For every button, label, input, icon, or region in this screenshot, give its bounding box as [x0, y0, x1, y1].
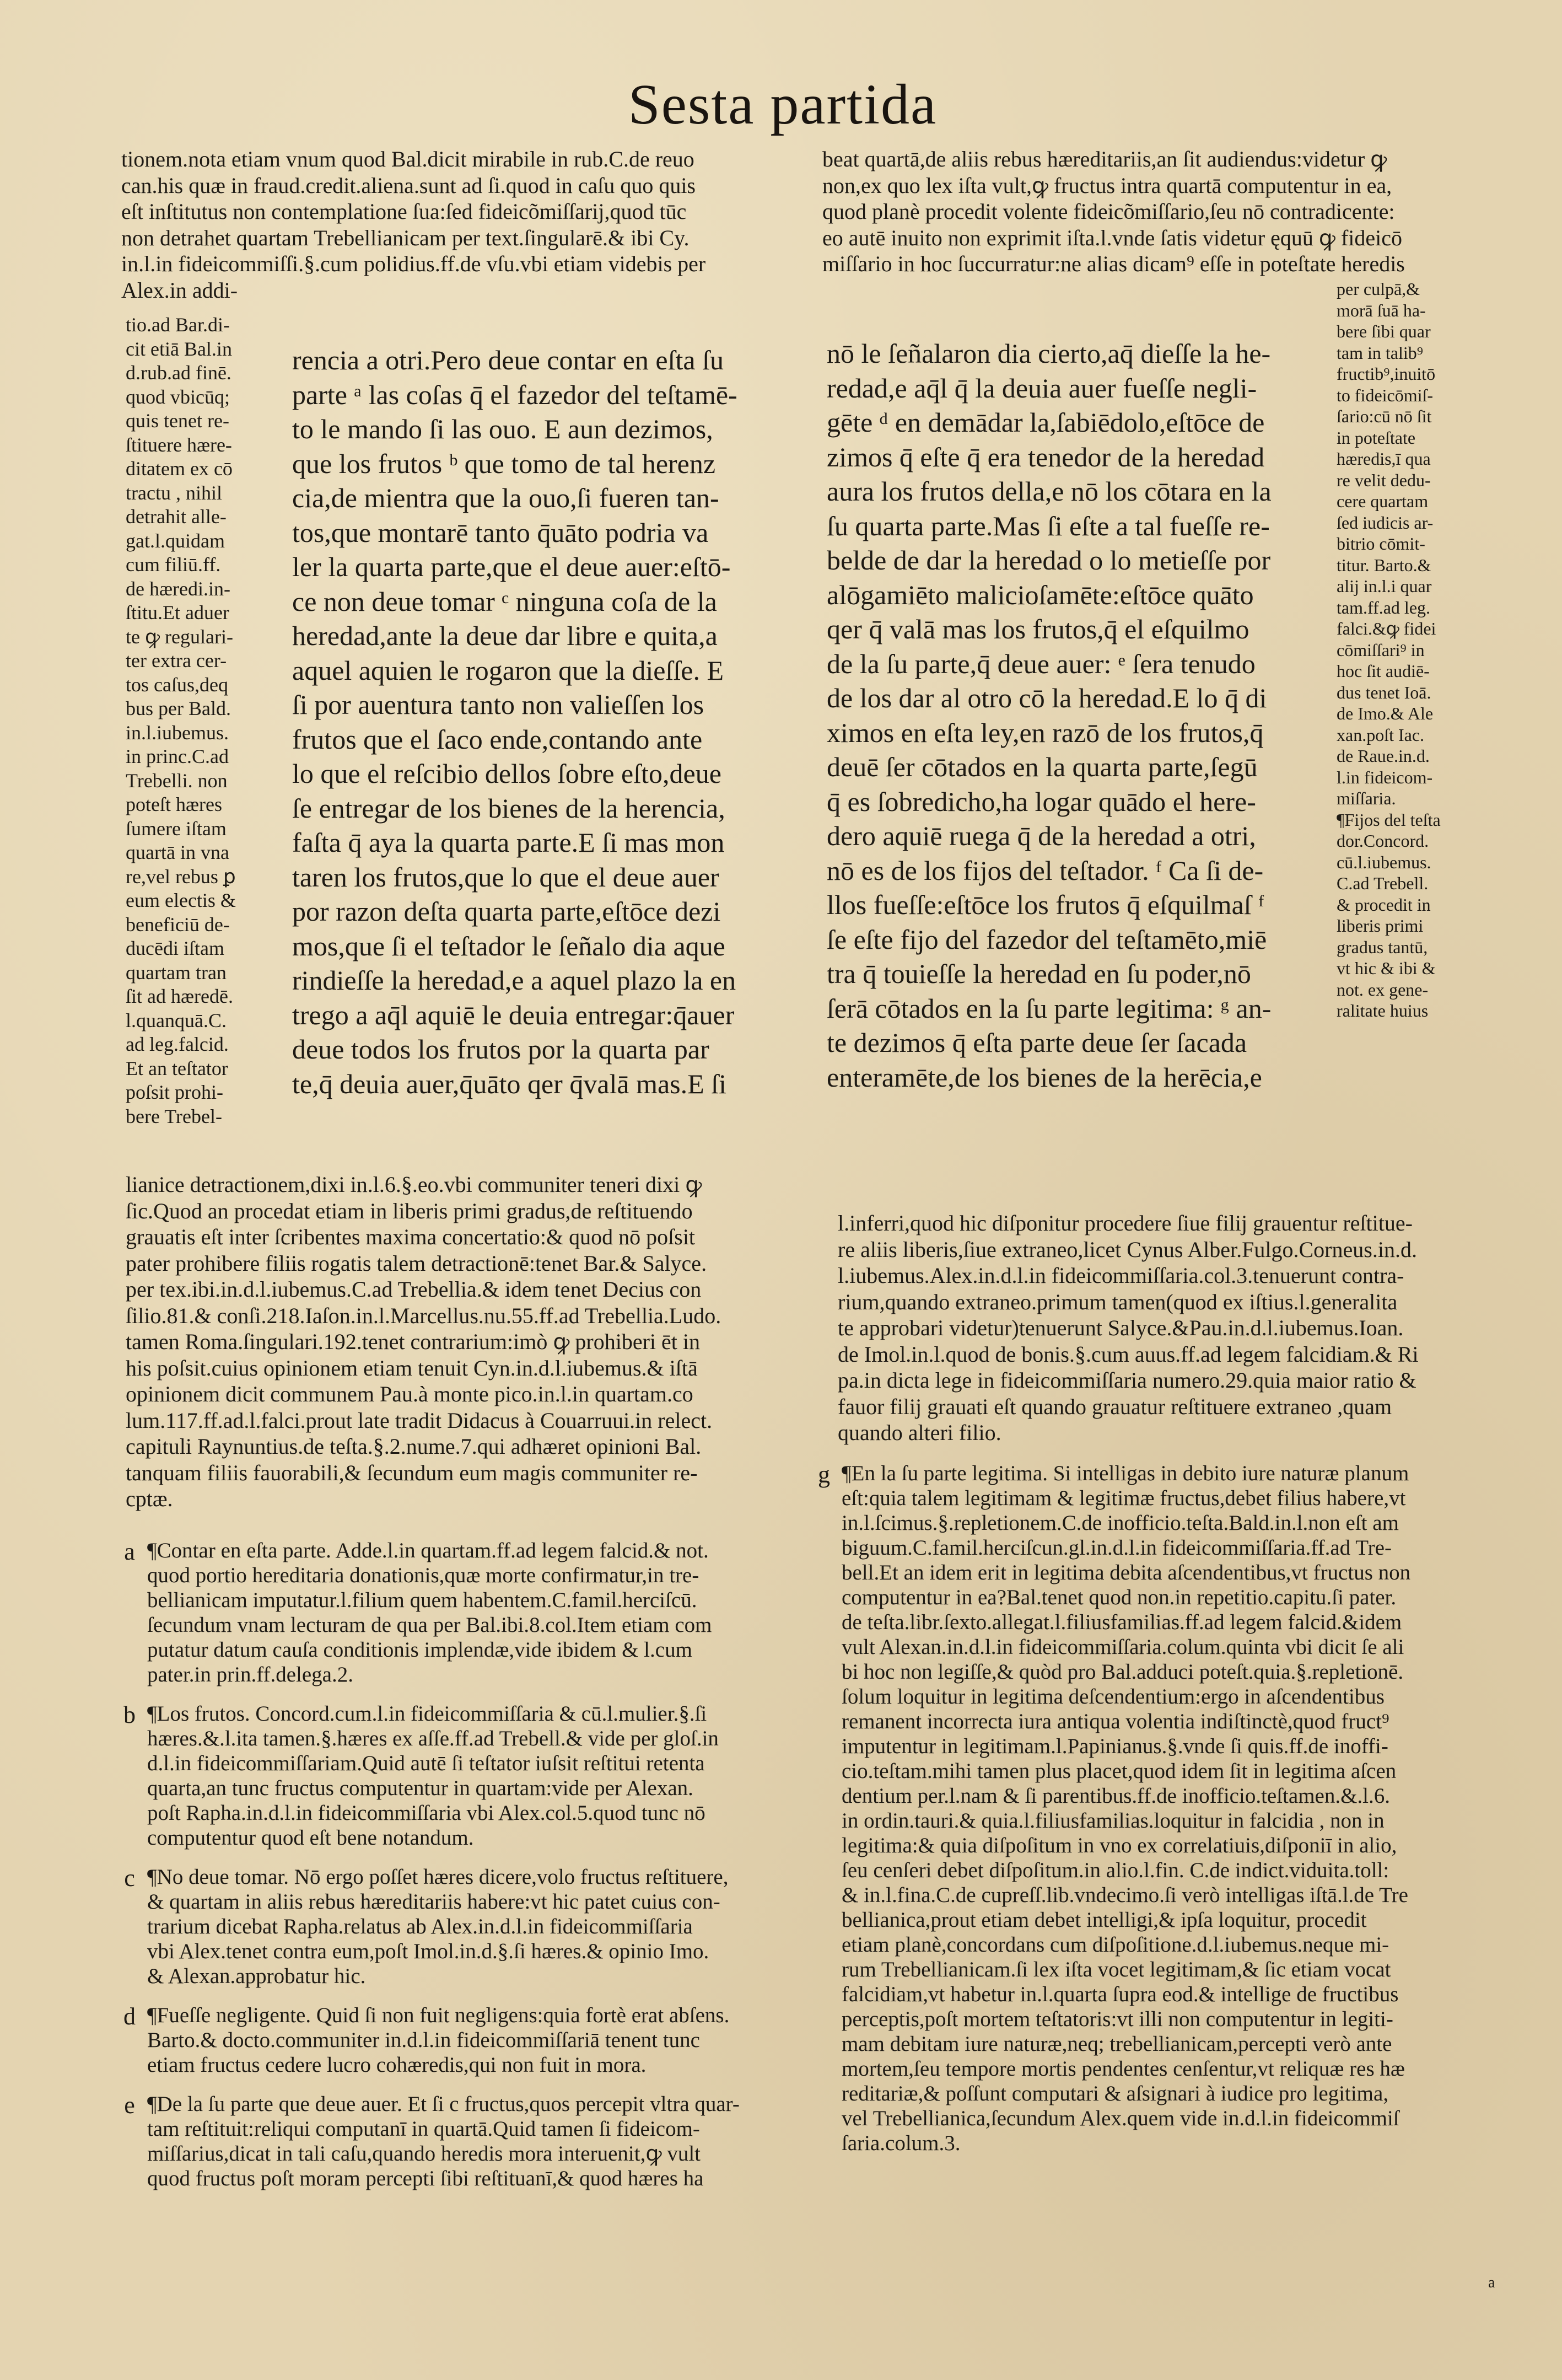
text-line: eum electis & [126, 889, 236, 911]
footnote-line: de teſta.libr.ſexto.allegat.l.filiusfamilias.ff.ad legem falcid.&idem [842, 1610, 1402, 1634]
footnote-line: in ordin.tauri.& quia.l.filiusfamilias.loquitur in falcidia , non in [842, 1809, 1385, 1833]
text-line: cum filiū.ff. [126, 554, 221, 576]
footnote-line: & Alexan.approbatur hic. [147, 1964, 366, 1988]
text-line: te ꝙ regulari- [126, 625, 233, 648]
text-line: miſſaria. [1337, 788, 1396, 808]
text-line: ſerā cōtados en la ſu parte legitima: ᵍ an- [827, 992, 1272, 1024]
text-line: xan.poſt Iac. [1337, 724, 1425, 745]
text-line: l.inferri,quod hic diſponitur procedere ſiue filij grauentur reſtitue- [838, 1211, 1413, 1235]
footnote-line: bellianica,prout etiam debet intelligi,& ipſa loquitur, procedit [842, 1908, 1367, 1932]
footnote-line: bi hoc non legiſſe,& quòd pro Bal.adduci poteſt.quia.§.repletionē. [842, 1660, 1404, 1684]
footnote-letter: g [818, 1461, 830, 1488]
footnote-line: reditariæ,& poſſunt computari & aſsignari à iudice pro legitima, [842, 2082, 1389, 2105]
text-line: falci.&ꝙ fidei [1337, 619, 1436, 638]
text-line: fauor filij grauati eſt quando grauatur reſtituere extraneo ,quam [838, 1394, 1392, 1419]
footnote-line: ¶En la ſu parte legitima. Si intelligas in debito iure naturæ planum [842, 1462, 1409, 1485]
text-line: Et an teſtator [126, 1057, 228, 1079]
text-line: gradus tantū, [1337, 937, 1428, 957]
text-line: gat.l.quidam [126, 529, 225, 552]
text-line: de los dar al otro cō la heredad.E lo q̄ di [827, 683, 1267, 713]
text-line: liberis primi [1337, 916, 1424, 936]
text-line: ſic.Quod an procedat etiam in liberis primi gradus,de reſtituendo [126, 1198, 693, 1223]
footnote-line: etiam fructus cedere lucro cohæredis,qui non fuit in mora. [147, 2053, 647, 2077]
text-line: ad leg.falcid. [126, 1033, 229, 1055]
text-line: alōgamiēto malicioſamēte:eſtōce quāto [827, 579, 1254, 610]
footnote-line: dentium per.l.nam & ſi parentibus.ff.de inofficio.teſtamen.&.l.6. [842, 1784, 1391, 1808]
text-line: zimos q̄ eſte q̄ era tenedor de la heredad [827, 441, 1265, 472]
text-line: poteſt hæres [126, 793, 222, 815]
text-line: aura los frutos della,e nō los cōtara en la [827, 476, 1272, 507]
text-line: bere Trebel- [126, 1105, 222, 1127]
text-line: trego a aq̄l aquiē le deuia entregar:q̄auer [292, 999, 735, 1030]
text-line: rium,quando extraneo.primum tamen(quod ex iſtius.l.generalita [838, 1289, 1398, 1314]
footnote-line: poſt Rapha.in.d.l.in fideicommiſſaria vbi Alex.col.5.quod tunc nō [147, 1801, 705, 1825]
text-line: te dezimos q̄ eſta parte deue ſer ſacada [827, 1027, 1247, 1058]
text-line: de Imo.& Ale [1337, 703, 1434, 723]
footnote-line: remanent incorrecta iura antiqua volentia indiſtinctè,quod fruct⁹ [842, 1710, 1389, 1733]
text-line: l.in fideicom- [1337, 767, 1433, 787]
footnote-line: biguum.C.famil.herciſcun.gl.in.d.l.in fideicommiſſaria.ff.ad Tre- [842, 1536, 1392, 1560]
footnotes-left [119, 1538, 813, 2211]
text-line: ſed iudicis ar- [1337, 512, 1434, 533]
text-line: tamen Roma.ſingulari.192.tenet contrarium:imò ꝙ prohiberi ēt in [126, 1329, 701, 1354]
text-line: & procedit in [1337, 894, 1431, 915]
text-line: rindieſſe la heredad,e a aquel plazo la en [292, 965, 736, 996]
text-line: lianice detractionem,dixi in.l.6.§.eo.vbi communiter teneri dixi ꝙ [126, 1172, 702, 1197]
text-line: nō es de los fijos del teſtador. ᶠ Ca ſi de- [827, 855, 1264, 886]
footnote-line: quod fructus poſt moram percepti ſibi reſtituanī,& quod hæres ha [147, 2167, 704, 2190]
text-line: cū.l.iubemus. [1337, 852, 1431, 872]
text-line: que los frutos ᵇ que tomo de tal herenz [292, 448, 716, 479]
text-line: cia,de mientra que la ouo,ſi fueren tan- [292, 482, 719, 513]
text-line: tam.ff.ad leg. [1337, 597, 1431, 617]
text-line: ſtitu.Et aduer [126, 601, 229, 624]
footnote-g [813, 1461, 1513, 2211]
text-line: redad,e aq̄l q̄ la deuia auer fueſſe negli- [827, 372, 1257, 404]
text-line: C.ad Trebell. [1337, 873, 1429, 893]
text-line: tra q̄ touieſſe la heredad en ſu poder,nō [827, 958, 1251, 989]
text-line: Alex.in addi- [121, 277, 238, 303]
footnote-line: & in.l.fina.C.de cupreſſ.lib.vndecimo.ſi verò intelligas iſtā.l.de Tre [842, 1883, 1408, 1907]
footnote-line: ¶Fueſſe negligente. Quid ſi non fuit negligens:quia fortè erat abſens. [147, 2003, 730, 2027]
text-line: eſt inſtitutus non contemplatione ſua:ſed fideicõmiſſarij,quod tūc [121, 199, 687, 224]
text-line: opinionem dicit communem Pau.à monte pico.in.l.in quartam.co [126, 1382, 693, 1406]
text-line: hoc ſit audiē- [1337, 661, 1430, 681]
main-text-right-column [827, 336, 1328, 1103]
footnote-line: & quartam in aliis rebus hæreditariis habere:vt hic patet cuius con- [147, 1890, 720, 1914]
text-line: dus tenet Ioā. [1337, 682, 1431, 702]
text-line: hæredis,ī qua [1337, 449, 1431, 469]
text-line: ducēdi iſtam [126, 937, 224, 959]
text-line: ce non deue tomar ᶜ ninguna coſa de la [292, 585, 717, 617]
text-line: beat quartā,de aliis rebus hæreditariis,an ſit audiendus:videtur ꝙ [822, 147, 1387, 171]
text-line: rencia a otri.Pero deue contar en eſta ſu [292, 345, 724, 375]
text-line: ſtituere hære- [126, 433, 232, 456]
gloss-bottom-left [126, 1172, 809, 1524]
text-line: quartam tran [126, 961, 227, 984]
text-line: quod planè procedit volente fideicõmiſſario,ſeu nō contradicente: [822, 199, 1395, 224]
text-line: tionem.nota etiam vnum quod Bal.dicit mirabile in rub.C.de reuo [121, 147, 694, 171]
text-line: cit etiā Bal.in [126, 337, 232, 360]
text-line: beneficiū de- [126, 913, 230, 936]
gloss-right-narrow [1337, 278, 1518, 1216]
footnote-line: in.l.ſcimus.§.repletionem.C.de inofficio.teſta.Bald.in.l.non eſt am [842, 1511, 1399, 1535]
footnote-line: vel Trebellianica,ſecundum Alex.quem vide in.d.l.in fideicommiſ [842, 2107, 1399, 2130]
gloss-bottom-right [838, 1210, 1505, 1453]
gloss-top-right [822, 146, 1511, 278]
text-line: ſu quarta parte.Mas ſi eſte a tal fueſſe re- [827, 510, 1270, 541]
text-line: grauatis eſt inter ſcribentes maxima concertatio:& quod nō poſsit [126, 1224, 696, 1249]
text-line: pa.in dicta lege in fideicommiſſaria numero.29.quia maior ratio & [838, 1368, 1416, 1393]
main-text-left-column [292, 343, 788, 1109]
text-line: taren los frutos,que lo que el deue auer [292, 861, 719, 893]
text-line: de hæredi.in- [126, 577, 230, 600]
text-line: te approbari videtur)tenuerunt Salyce.&Pau.in.d.l.iubemus.Ioan. [838, 1315, 1404, 1340]
text-line: non,ex quo lex iſta vult,ꝙ fructus intra quartā computentur in ea, [822, 173, 1392, 198]
text-line: qer q̄ valā mas los frutos,q̄ el eſquilmo [827, 614, 1249, 644]
text-line: parte ᵃ las coſas q̄ el fazedor del teſtamē- [292, 379, 737, 410]
text-line: dero aquiē ruega q̄ de la heredad a otri, [827, 820, 1256, 851]
text-line: cōmiſſari⁹ in [1337, 640, 1425, 660]
text-line: frutos que el ſaco ende,contando ante [292, 723, 703, 755]
text-line: can.his quæ in fraud.credit.aliena.sunt ad ſi.quod in caſu quo quis [121, 173, 696, 198]
gloss-left-narrow [126, 313, 286, 1129]
footnote-line: legitima:& quia diſpoſitum in vno ex correlatiuis,diſponiī in alio, [842, 1834, 1397, 1857]
text-line: in princ.C.ad [126, 745, 229, 767]
text-line: per tex.ibi.in.d.l.iubemus.C.ad Trebellia.& idem tenet Decius con [126, 1277, 702, 1302]
footnote-letter: c [124, 1865, 135, 1892]
text-line: ſit ad hæredē. [126, 985, 233, 1007]
text-line: heredad,ante la deue dar libre e quita,a [292, 620, 718, 651]
text-line: ¶Fijos del teſta [1337, 809, 1441, 830]
footnote-line: trarium dicebat Rapha.relatus ab Alex.in.d.l.in fideicommiſſaria [147, 1915, 693, 1938]
text-line: tos,que montarē tanto q̄uāto podria va [292, 517, 709, 548]
footnote-line: hæres.&.l.ita tamen.§.hæres ex aſſe.ff.ad Trebell.& vide per gloſ.in [147, 1727, 719, 1750]
text-line: de Raue.in.d. [1337, 746, 1430, 766]
text-line: Trebelli. non [126, 769, 228, 792]
text-line: morā ſuā ha- [1337, 300, 1426, 320]
footnote-line: bell.Et an idem erit in legitima debita aſcendentibus,vt fructus non [842, 1561, 1411, 1584]
text-line: tractu , nihil [126, 481, 222, 504]
text-line: miſſario in hoc ſuccurratur:ne alias dicam⁹ eſſe in poteſtate heredis [822, 251, 1405, 276]
text-line: ſilio.81.& conſi.218.Iaſon.in.l.Marcellus.nu.55.ff.ad Trebellia.Ludo. [126, 1303, 721, 1328]
footnote-line: imputentur in legitimam.l.Papinianus.§.vnde ſi quis.ff.de inoffi- [842, 1734, 1388, 1758]
text-line: bus per Bald. [126, 697, 231, 719]
text-line: por razon deſta quarta parte,eſtōce dezi [292, 896, 721, 927]
text-line: lum.117.ff.ad.l.falci.prout late tradit Didacus à Couarruui.in relect. [126, 1407, 713, 1433]
footnote-line: perceptis,poſt mortem teſtatoris:vt illi non computentur in legiti- [842, 2007, 1393, 2031]
text-line: quando alteri filio. [838, 1420, 1001, 1445]
footnote-line: vult Alexan.in.d.l.in fideicommiſſaria.colum.quinta vbi dicit ſe ali [842, 1635, 1404, 1659]
footnote-line: computentur in ea?Bal.tenet quod non.in repetitio.capitu.ſi pater. [842, 1586, 1397, 1609]
text-line: ler la quarta parte,que el deue auer:eſtō- [292, 551, 731, 582]
footnote-line: pater.in prin.ff.delega.2. [147, 1663, 353, 1686]
text-line: d.rub.ad finē. [126, 362, 231, 384]
text-line: ter extra cer- [126, 649, 227, 671]
footnote-line: ſaria.colum.3. [842, 2131, 961, 2155]
text-line: ſe entregar de los bienes de la herencia, [292, 792, 725, 824]
text-line: tam in talib⁹ [1337, 342, 1423, 363]
text-line: re velit dedu- [1337, 470, 1431, 490]
text-line: re aliis liberis,ſiue extraneo,licet Cynus Alber.Fulgo.Corneus.in.d. [838, 1237, 1417, 1262]
text-line: faſta q̄ aya la quarta parte.E ſi mas mon [292, 827, 725, 858]
text-line: gēte ᵈ en demādar la,ſabiēdolo,eſtōce de [827, 407, 1265, 438]
text-line: poſsit prohi- [126, 1081, 223, 1103]
footnote-line: ¶No deue tomar. Nō ergo poſſet hæres dicere,volo fructus reſtituere, [147, 1865, 729, 1889]
footnote-line: ſecundum vnam lecturam de qua per Bal.ibi.8.col.Item etiam com [147, 1613, 712, 1637]
text-line: q̄ es ſobredicho,ha logar quādo el here- [827, 786, 1256, 817]
text-line: ſumere iſtam [126, 817, 227, 840]
footnote-line: tam reſtituit:reliqui computanī in quartā.Quid tamen ſi fideicom- [147, 2117, 700, 2141]
footnote-line: ſolum loquitur in legitima deſcendentium:ergo in aſcendentibus [842, 1685, 1385, 1709]
footnote-line: computentur quod eſt bene notandum. [147, 1826, 474, 1850]
footnote-line: rum Trebellianicam.ſi lex iſta vocet legitimam,& ſic etiam vocat [842, 1958, 1391, 1981]
footnote-line: cio.teſtam.mihi tamen plus placet,quod idem ſit in legitima aſcen [842, 1759, 1397, 1783]
text-line: aquel aquien le rogaron que la dieſſe. E [292, 654, 724, 686]
text-line: te,q̄ deuia auer,q̄uāto qer q̄valā mas.E ſi [292, 1068, 726, 1099]
text-line: enteramēte,de los bienes de la herēcia,e [827, 1061, 1262, 1093]
text-line: tio.ad Bar.di- [126, 314, 230, 336]
text-line: non detrahet quartam Trebellianicam per text.ſingularē.& ibi Cy. [121, 225, 690, 250]
text-line: dor.Concord. [1337, 831, 1429, 851]
text-line: tanquam filiis fauorabili,& ſecundum eum magis communiter re- [126, 1460, 698, 1485]
text-line: pater prohibere filiis rogatis talem detractionē:tenet Bar.& Salyce. [126, 1250, 707, 1276]
footnote-line: etiam planè,concordans cum diſpoſitione.d.l.iubemus.neque mi- [842, 1933, 1389, 1957]
text-line: in poteſtate [1337, 427, 1416, 448]
text-line: nō le ſeñalaron dia cierto,aq̄ dieſſe la he- [827, 338, 1271, 369]
gloss-top-left [121, 146, 783, 306]
text-line: in.l.in fideicommiſſi.§.cum polidius.ff.de vſu.vbi etiam videbis per [121, 251, 706, 276]
text-line: tos caſus,deq [126, 673, 228, 696]
footnote-letter: b [123, 1701, 136, 1728]
text-line: eo autē inuito non exprimit iſta.l.vnde ſatis videtur ęquū ꝙ fideicō [822, 225, 1403, 250]
text-line: bere ſibi quar [1337, 321, 1431, 341]
text-line: l.iubemus.Alex.in.d.l.in fideicommiſſaria.col.3.tenuerunt contra- [838, 1263, 1404, 1288]
footnote-line: mam debitam iure naturæ,neq; trebellianicam,percepti verò ante [842, 2032, 1392, 2056]
footnote-line: ¶Los frutos. Concord.cum.l.in fideicommiſſaria & cū.l.mulier.§.ſi [147, 1702, 707, 1726]
text-line: capituli Raynuntius.de teſta.§.2.nume.7.qui adhæret opinioni Bal. [126, 1434, 702, 1459]
text-line: ſe eſte fijo del fazedor del teſtamēto,miē [827, 923, 1267, 955]
text-line: deue todos los frutos por la quarta par [292, 1034, 709, 1065]
footnote-line: quod portio hereditaria donationis,quæ morte confirmatur,in tre- [147, 1564, 699, 1587]
text-line: lo que el reſcibio dellos ſobre eſto,deue [292, 758, 721, 789]
footnote-line: falcidiam,vt habetur in.l.quarta ſupra eod.& intellige de fructibus [842, 1983, 1399, 2006]
text-line: alij in.l.i quar [1337, 576, 1432, 596]
footnote-line: ſeu cenſeri debet diſpoſitum.in alio.l.fin. C.de indict.viduita.toll: [842, 1858, 1389, 1882]
text-line: de la ſu parte,q̄ deue auer: ᵉ ſera tenudo [827, 648, 1256, 679]
text-line: bitrio cōmit- [1337, 534, 1425, 554]
footnote-line: miſſarius,dicat in tali caſu,quando heredis mora interuenit,ꝙ vult [147, 2142, 701, 2166]
footnote-letter: a [124, 1538, 135, 1565]
text-line: mos,que ſi el teſtador le ſeñalo dia aque [292, 930, 725, 961]
text-line: to le mando ſi las ouo. E aun dezimos, [292, 413, 713, 444]
footnote-letter: e [124, 2092, 135, 2119]
text-line: detrahit alle- [126, 506, 227, 528]
text-line: l.quanquā.C. [126, 1009, 227, 1031]
text-line: ralitate huius [1337, 1001, 1429, 1020]
text-line: belde de dar la heredad o lo metieſſe por [827, 545, 1271, 576]
text-line: de Imol.in.l.quod de bonis.§.cum auus.ff.ad legem falcidiam.& Ri [838, 1341, 1419, 1367]
footnote-line: ¶De la ſu parte que deue auer. Et ſi c fructus,quos percepit vltra quar- [147, 2092, 740, 2116]
text-line: ſario:cū nō ſit [1337, 406, 1432, 426]
text-line: quis tenet re- [126, 410, 229, 432]
text-line: to fideicōmiſ- [1337, 385, 1434, 405]
text-line: vt hic & ibi & [1337, 958, 1436, 978]
footnote-line: d.l.in fideicommiſſariam.Quid autē ſi teſtator iuſsit reſtitui retenta [147, 1752, 705, 1775]
text-line: deuē ſer cōtados en la quarta parte,ſegū [827, 751, 1258, 782]
text-line: fructib⁹,inuitō [1337, 364, 1436, 384]
text-line: quartā in vna [126, 841, 229, 863]
text-line: quod vbicūq; [126, 385, 230, 408]
text-line: his poſsit.cuius opinionem etiam tenuit Cyn.in.d.l.iubemus.& iſtā [126, 1355, 698, 1380]
text-line: titur. Barto.& [1337, 555, 1431, 575]
text-line: re,vel rebus ꝑ [126, 865, 236, 888]
text-line: cptæ. [126, 1486, 173, 1511]
footnote-line: putatur datum cauſa conditionis implendæ,vide ibidem & l.cum [147, 1638, 692, 1662]
text-line: cere quartam [1337, 491, 1429, 511]
text-line: ditatem ex cō [126, 458, 233, 480]
catchword: a [1488, 2274, 1495, 2291]
footnote-line: ¶Contar en eſta parte. Adde.l.in quartam.ff.ad legem falcid.& not. [147, 1539, 709, 1562]
footnote-line: mortem,ſeu tempore mortis pendentes cenſentur,vt reliquæ res hæ [842, 2057, 1405, 2081]
footnote-letter: d [123, 2003, 136, 2030]
text-line: ximos en eſta ley,en razō de los frutos,q̄ [827, 717, 1264, 748]
text-line: in.l.iubemus. [126, 721, 229, 744]
text-line: llos fueſſe:eſtōce los frutos q̄ eſquilmaſ ᶠ [827, 889, 1264, 920]
page-title: Sesta partida [628, 73, 938, 136]
footnote-line: Barto.& docto.communiter in.d.l.in fideicommiſſariā tenent tunc [147, 2028, 700, 2052]
text-line: ſi por auentura tanto non valieſſen los [292, 689, 704, 720]
footnote-line: vbi Alex.tenet contra eum,poſt Imol.in.d.§.ſi hæres.& opinio Imo. [147, 1940, 709, 1963]
text-line: per culpā,& [1337, 279, 1420, 299]
footnote-line: quarta,an tunc fructus computentur in quartam:vide per Alexan. [147, 1776, 693, 1800]
footnote-line: eſt:quia talem legitimam & legitimæ fructus,debet filius habere,vt [842, 1486, 1406, 1510]
footnote-line: bellianicam imputatur.l.filium quem habentem.C.famil.herciſcū. [147, 1588, 697, 1612]
text-line: not. ex gene- [1337, 979, 1429, 1000]
